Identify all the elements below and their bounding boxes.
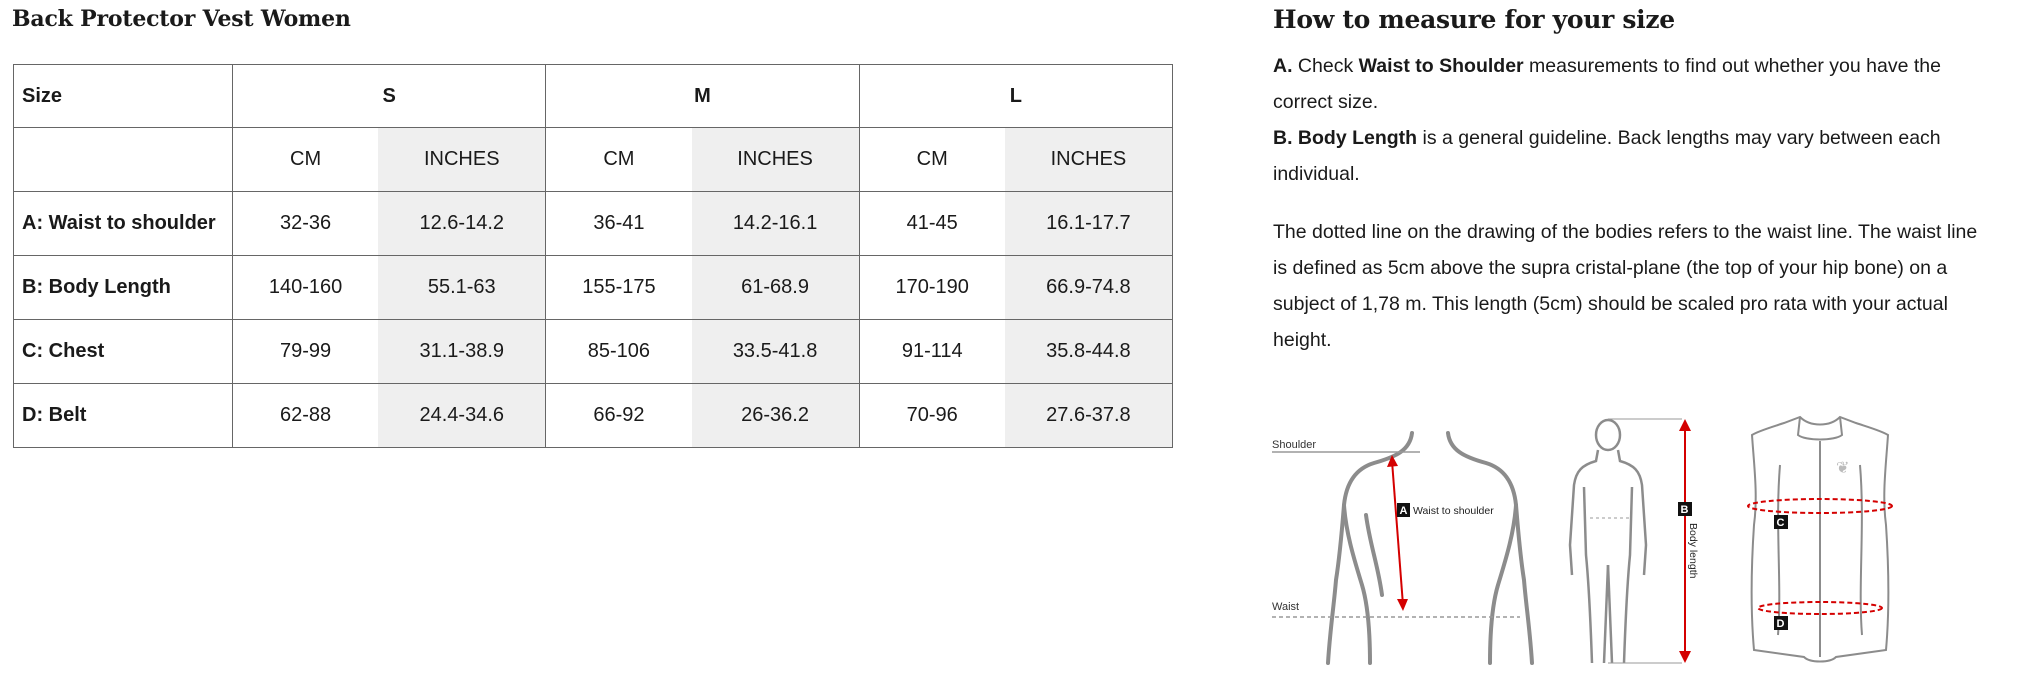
vest-drawing (1752, 417, 1889, 662)
table-cell: 66-92 (546, 384, 692, 448)
row-label: B: Body Length (14, 256, 233, 320)
waist-to-shoulder-arrow (1392, 461, 1403, 605)
table-cell: 155-175 (546, 256, 692, 320)
unit-inches: INCHES (378, 128, 546, 192)
table-cell: 140-160 (233, 256, 379, 320)
marker-a: A (1399, 505, 1408, 517)
table-cell: 33.5-41.8 (692, 320, 860, 384)
marker-b-text: Body length (1687, 523, 1699, 579)
size-s-header: S (233, 65, 546, 128)
table-cell: 61-68.9 (692, 256, 860, 320)
guide-a-text1: Check (1292, 55, 1359, 77)
table-cell: 85-106 (546, 320, 692, 384)
arrow-head-down (1397, 599, 1408, 611)
size-header: Size (14, 65, 233, 128)
table-row (14, 256, 1173, 320)
table-cell: 24.4-34.6 (378, 384, 546, 448)
guide-a-prefix: A. (1273, 55, 1293, 77)
unit-cm: CM (546, 128, 692, 192)
table-cell: 31.1-38.9 (378, 320, 546, 384)
guide-b-text: is a general guideline. Back lengths may vary between each individual. (1273, 127, 1941, 185)
row-label: C: Chest (14, 320, 233, 384)
measure-guide (1273, 0, 1993, 358)
table-cell: 14.2-16.1 (692, 192, 860, 256)
guide-instructions (1273, 48, 1993, 192)
marker-c: C (1776, 517, 1785, 529)
table-cell: 170-190 (859, 256, 1005, 320)
shoulder-label: Shoulder (1272, 439, 1317, 451)
table-row (14, 192, 1173, 256)
table-cell: 36-41 (546, 192, 692, 256)
guide-a-text2: measurements to find out whether you have the correct size. (1273, 55, 1941, 113)
guide-title: How to measure for your size (1273, 5, 1675, 34)
unit-header-row (14, 128, 1173, 192)
table-cell: 32-36 (233, 192, 379, 256)
table-cell: 35.8-44.8 (1005, 320, 1173, 384)
table-cell: 62-88 (233, 384, 379, 448)
measurement-illustration (1270, 405, 2000, 670)
table-cell: 55.1-63 (378, 256, 546, 320)
size-l-header: L (859, 65, 1172, 128)
empty-unit-cell (14, 128, 233, 192)
marker-b: B (1680, 504, 1689, 516)
marker-a-text: Waist to shoulder (1413, 505, 1494, 517)
table-cell: 70-96 (859, 384, 1005, 448)
guide-a-bold: Waist to Shoulder (1358, 55, 1524, 77)
table-cell: 66.9-74.8 (1005, 256, 1173, 320)
marker-d: D (1776, 618, 1785, 630)
table-header-row (14, 65, 1173, 128)
guide-b-prefix: B. (1273, 127, 1293, 149)
row-label: D: Belt (14, 384, 233, 448)
size-m-header: M (546, 65, 859, 128)
size-chart-table (13, 64, 1173, 448)
standing-figure-drawing (1570, 420, 1646, 663)
table-row (14, 384, 1173, 448)
unit-inches: INCHES (692, 128, 860, 192)
vest-logo-icon: ❦ (1836, 458, 1850, 477)
torso-back-drawing (1328, 433, 1532, 663)
table-cell: 41-45 (859, 192, 1005, 256)
arrow-head-up (1679, 419, 1691, 431)
guide-waist-paragraph: The dotted line on the drawing of the bodies refers to the waist line. The waist line is defined as 5cm above the supra cristal-plane (the top of your hip bone) on a subject of 1,78 m. This length (5cm) should be scaled pro rata with your actual height. (1273, 221, 1978, 351)
row-label: A: Waist to shoulder (14, 192, 233, 256)
table-cell: 79-99 (233, 320, 379, 384)
table-cell: 12.6-14.2 (378, 192, 546, 256)
product-title: Back Protector Vest Women (12, 6, 351, 32)
arrow-head-down (1679, 651, 1691, 663)
unit-cm: CM (233, 128, 379, 192)
unit-cm: CM (859, 128, 1005, 192)
guide-b-bold: Body Length (1297, 127, 1418, 149)
table-row (14, 320, 1173, 384)
table-cell: 27.6-37.8 (1005, 384, 1173, 448)
waist-label: Waist (1272, 601, 1300, 613)
table-cell: 16.1-17.7 (1005, 192, 1173, 256)
table-cell: 91-114 (859, 320, 1005, 384)
table-cell: 26-36.2 (692, 384, 860, 448)
unit-inches: INCHES (1005, 128, 1173, 192)
